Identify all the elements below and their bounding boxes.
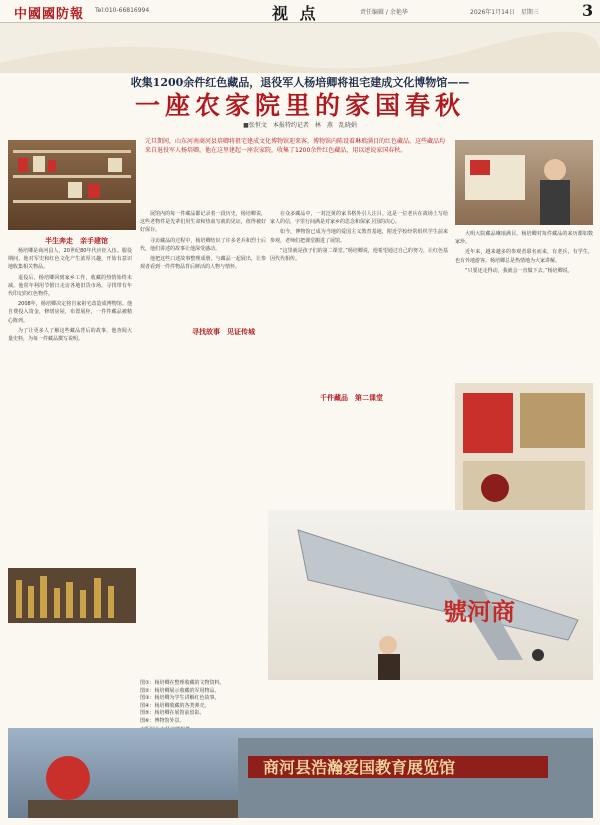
paragraph: 近年来，越来越多的参观者慕名而来，有老兵，有学生，也有外地游客。杨培卿总是热情地为大家讲解。 — [455, 249, 593, 264]
body-column-3 — [270, 210, 448, 510]
caption-6: 图⑥：博物馆外景。 — [140, 717, 185, 724]
building-sign-text: 商河县浩瀚爱国教育展览馆 — [263, 758, 456, 777]
jet-graphic — [268, 510, 593, 680]
collector-graphic — [455, 140, 593, 225]
body-column-1 — [8, 247, 132, 507]
header-decoration — [0, 23, 600, 73]
photo-captions — [140, 680, 320, 735]
caption-2: 图②：杨培卿展示收藏的军用物品。 — [140, 687, 220, 694]
article-headline: 一座农家院里的家国春秋 — [134, 91, 465, 120]
photo-jet-aircraft — [268, 510, 593, 680]
article-byline: ■张恒文 本报特约记者 林 燕 乱晓娟 — [243, 122, 357, 129]
shells-graphic — [8, 568, 136, 623]
photo-bullet-shells — [8, 568, 136, 623]
caption-1: 图①：杨培卿在整理收藏的文物资料。 — [140, 680, 225, 686]
article-lead: 元旦期间，山东河南商河县培卿将祖宅建成文化博物馆迎来客。博物馆内陈设着琳琅满目的红色藏品。这些藏品均来自退役军人杨培卿，他在这里建起一座农家院，收集了1200余件红色藏品，用以述说家国春秋。 — [145, 138, 446, 154]
masthead — [0, 0, 600, 23]
newspaper-logo: 中國國防報 — [14, 7, 85, 22]
editor-credit: 责任编辑 / 余艳华 — [360, 9, 408, 16]
paragraph: 退役后，杨培卿回到家乡工作，收藏的热情始终未减。他常年利用节假日走访各地旧货市场，寻找带有年代印记的红色物件。 — [8, 274, 132, 298]
photo-collection-display — [455, 383, 593, 523]
photo-museum-interior — [8, 140, 136, 230]
building-graphic — [8, 728, 593, 818]
page-number: 3 — [582, 1, 594, 20]
paragraph: 杨培卿是商河县人，20世纪80年代应征入伍。服役期间，他对军史和红色文化产生浓厚兴趣，开始有意识地收集相关物品。 — [8, 248, 132, 271]
paragraph: 他把这些口述故事整理成册，与藏品一起展出，让参观者看到一件件物品背后鲜活的人物与情怀。 — [140, 256, 266, 271]
paragraph: 如今，博物馆已成为当地的爱国主义教育基地，附近学校经常组织学生前来参观，老师们把课堂搬进了展馆。 — [270, 229, 448, 244]
caption-3: 图③：杨培卿为学生讲解红色故事。 — [140, 695, 220, 701]
body-column-2 — [140, 210, 266, 510]
paragraph: 大明大院藏品琳琅满目，杨培卿对每件藏品的来历都如数家珍。 — [455, 231, 593, 246]
paragraph: 在众多藏品中，一封泛黄的家书格外引人注目。这是一位老兵在战场上写给家人的信，字里行间满是对家乡的思念和保家卫国的决心。 — [270, 211, 448, 226]
plane-text: 號河商 — [443, 597, 515, 626]
paragraph: 展馆内的每一件藏品都记录着一段历史，杨培卿说，这些老物件是先辈们用生命和热血写就的见证，值得被好好保存。 — [140, 211, 266, 234]
paragraph: “这里就是孩子们的第二课堂。”杨培卿说，他希望通过自己的努力，让红色基因代代相传。 — [270, 247, 448, 263]
museum-shelves-graphic — [8, 140, 136, 230]
issue-date: 2026年1月14日 星期三 — [470, 9, 539, 16]
section-title-3: 千件藏品 第二课堂 — [320, 394, 383, 402]
photo-collector-top — [455, 140, 593, 225]
paragraph: 寻访藏品的过程中，杨培卿结识了许多老兵和烈士后代，他们讲述的故事让他深受感动。 — [140, 237, 266, 252]
section-title-1: 半生奔走 亲手建馆 — [45, 237, 108, 245]
paragraph: 为了让更多人了解这些藏品背后的故事，他查阅大量史料，为每一件藏品撰写说明。 — [8, 327, 132, 343]
article-subhead: 收集1200余件红色藏品，退役军人杨培卿将祖宅建成文化博物馆—— — [130, 76, 470, 89]
section-title-2: 寻找故事 见证传城 — [192, 328, 255, 336]
collection-graphic — [455, 383, 593, 523]
paragraph: “只要还走得动，我就会一直做下去。”杨培卿说。 — [465, 267, 573, 274]
body-column-4 — [455, 230, 593, 380]
section-title: 视 点 — [272, 4, 319, 23]
paragraph: 2008年，杨培卿决定将自家祖宅改造成博物馆。他自费投入资金，修缮房屋，布置展柜，一件件藏品被精心陈列。 — [8, 301, 132, 324]
caption-4: 图④：杨培卿收藏的各类弹壳。 — [140, 702, 210, 709]
caption-5: 图⑤：杨培卿在展馆前留影。 — [140, 710, 205, 716]
photo-museum-building — [8, 728, 593, 818]
contact-tel: Tel:010-66816994 — [95, 7, 150, 14]
